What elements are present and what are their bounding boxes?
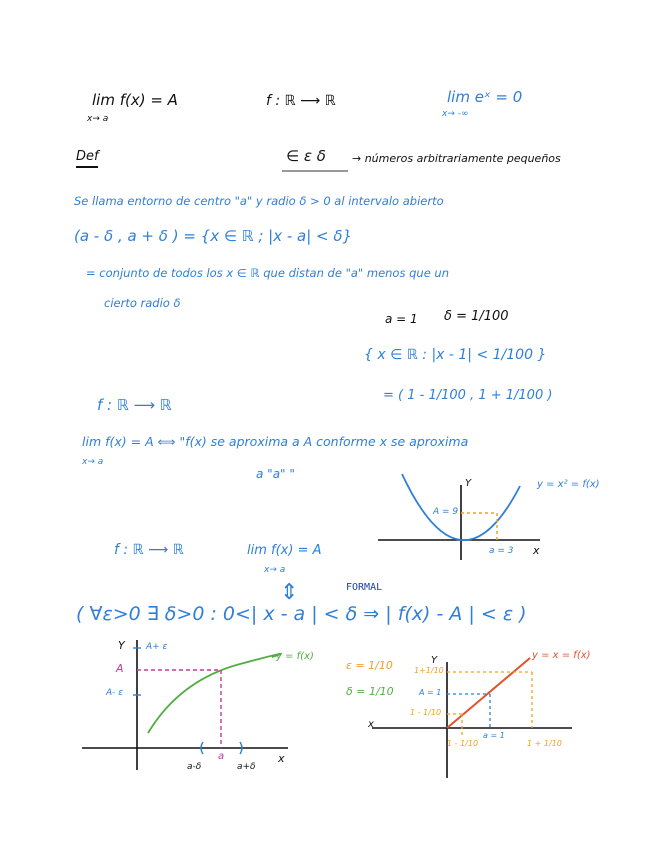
right-x-left-tick: 1 - 1/10 (447, 739, 479, 748)
function-map-middle: f : ℝ ⟶ ℝ (97, 396, 172, 414)
left-a-plus-e: A+ ε (146, 642, 168, 652)
right-a-label: A = 1 (419, 688, 442, 697)
definition-line-3: = conjunto de todos los x ∈ ℝ que distan de "a" menos que un (86, 266, 450, 280)
limit-lower: lim f(x) = A (247, 543, 322, 558)
left-a-minus-d: a-δ (187, 762, 202, 772)
left-y-label: Y (118, 639, 125, 652)
right-bottom-tick: 1 - 1/10 (410, 708, 442, 717)
def-description: → números arbitrariamente pequeños (352, 152, 561, 165)
right-eps: ε = 1/10 (346, 659, 393, 672)
limit-f-to-a: lim f(x) = A (92, 91, 178, 109)
limit-exp-subscript: x→ -∞ (442, 109, 469, 119)
left-a-label: A (116, 662, 124, 675)
parabola-a9-label: A = 9 (433, 507, 459, 517)
right-x-mid-tick: a = 1 (483, 731, 505, 740)
limit-meaning-subscript: x→ a (82, 457, 104, 467)
parabola-y-label: Y (465, 478, 472, 489)
right-x-label: x (368, 719, 374, 730)
example-interval: = ( 1 - 1/100 , 1 + 1/100 ) (383, 388, 553, 403)
left-a-minus-e: A- ε (106, 688, 124, 698)
example-a: a = 1 (385, 312, 418, 326)
left-x-label: x (278, 752, 285, 765)
left-curve (148, 654, 281, 733)
right-line (447, 658, 530, 728)
function-map-top: f : ℝ ⟶ ℝ (266, 93, 336, 109)
parabola-x-label: x (533, 544, 540, 557)
example-delta: δ = 1/100 (444, 309, 509, 324)
right-x-right-tick: 1 + 1/10 (527, 739, 562, 748)
limit-meaning: lim f(x) = A ⟺ "f(x) se aproxima a A conforme x se aproxima (82, 434, 469, 449)
right-y-label: Y (431, 655, 438, 666)
left-a-tick: a (218, 751, 225, 762)
function-map-lower: f : ℝ ⟶ ℝ (114, 542, 184, 558)
limit-f-to-a-subscript: x→ a (87, 114, 109, 124)
left-curve-label: y = f(x) (276, 651, 314, 662)
right-top-tick: 1+1/10 (414, 666, 444, 675)
limit-meaning-tail: a "a" " (256, 467, 295, 481)
left-a-plus-d: a+δ (237, 762, 256, 772)
def-label: Def (76, 149, 99, 164)
parabola-curve-label: y = x² = f(x) (537, 479, 600, 490)
right-curve-label: y = x = f(x) (532, 650, 591, 661)
equivalence-arrow: ⇕ (280, 580, 299, 605)
definition-line-2: (a - δ , a + δ ) = {x ∈ ℝ ; |x - a| < δ} (74, 227, 353, 245)
parabola-a3-label: a = 3 (489, 546, 514, 556)
limit-lower-subscript: x→ a (264, 565, 286, 575)
example-set: { x ∈ ℝ : |x - 1| < 1/100 } (364, 347, 547, 363)
formal-definition: ( ∀ε>0 ∃ δ>0 : 0<| x - a | < δ ⇒ | f(x) - A | < ε ) (76, 603, 527, 625)
formal-label: FORMAL (346, 582, 383, 593)
def-symbols: ∈ ε δ (286, 147, 326, 165)
right-delta: δ = 1/10 (346, 685, 394, 698)
limit-exp-minus-infinity: lim eˣ = 0 (447, 88, 523, 106)
definition-line-4: cierto radio δ (104, 296, 181, 310)
definition-line-1: Se llama entorno de centro "a" y radio δ > 0 al intervalo abierto (74, 194, 444, 208)
